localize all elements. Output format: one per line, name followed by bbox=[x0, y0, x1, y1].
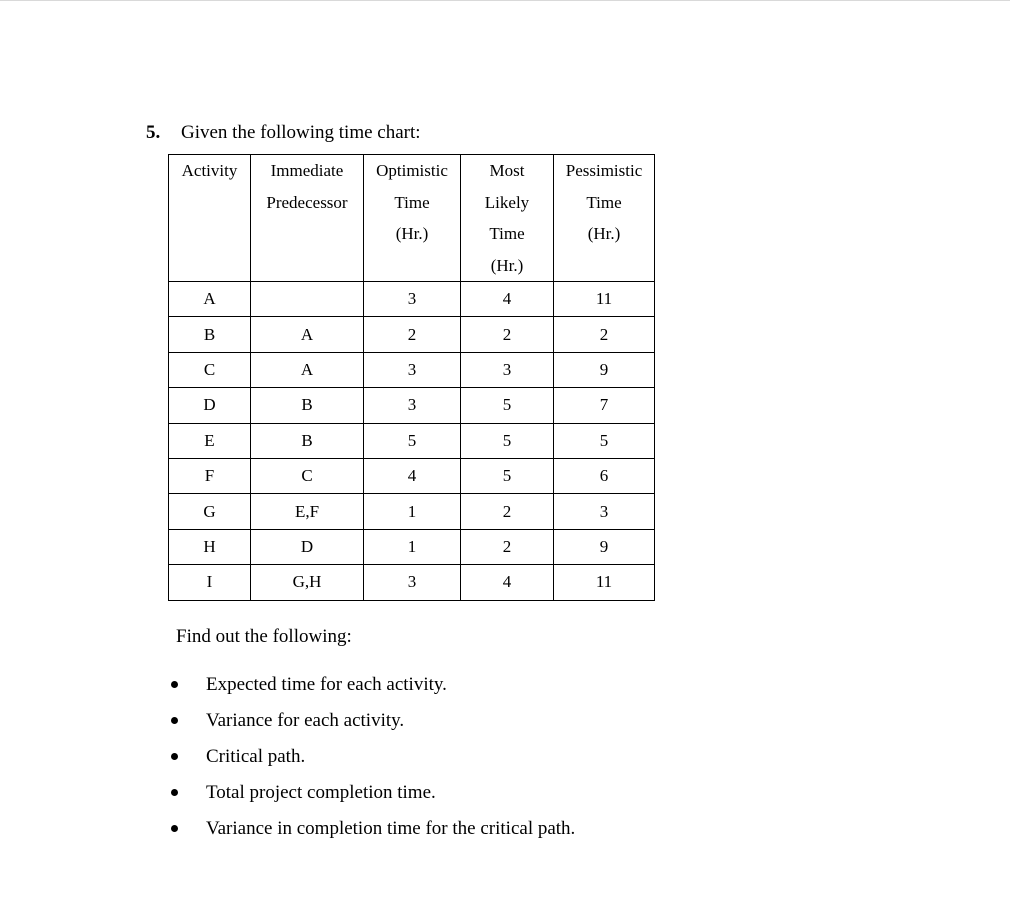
cell-activity: E bbox=[169, 423, 251, 458]
cell-predecessor: B bbox=[251, 423, 364, 458]
header-line: Time bbox=[586, 192, 622, 212]
cell-activity: A bbox=[169, 282, 251, 317]
task-list bbox=[168, 672, 575, 852]
cell-optimistic: 3 bbox=[364, 565, 461, 600]
header-line: (Hr.) bbox=[395, 224, 429, 243]
cell-optimistic: 4 bbox=[364, 458, 461, 493]
cell-optimistic: 1 bbox=[364, 494, 461, 529]
cell-pessimistic: 7 bbox=[554, 388, 655, 423]
cell-optimistic: 3 bbox=[364, 352, 461, 387]
cell-pessimistic: 9 bbox=[554, 529, 655, 564]
cell-activity: H bbox=[169, 529, 251, 564]
header-line: Time bbox=[394, 192, 430, 212]
header-immediate-predecessor bbox=[251, 155, 364, 282]
header-line: Immediate bbox=[270, 161, 344, 180]
header-row bbox=[169, 155, 655, 282]
find-intro: Find out the following: bbox=[176, 626, 352, 647]
cell-predecessor: G,H bbox=[251, 565, 364, 600]
cell-most-likely: 2 bbox=[461, 529, 554, 564]
cell-predecessor: A bbox=[251, 317, 364, 352]
cell-predecessor: C bbox=[251, 458, 364, 493]
header-line: Predecessor bbox=[266, 192, 348, 212]
header-line: Pessimistic bbox=[565, 161, 643, 180]
cell-optimistic: 5 bbox=[364, 423, 461, 458]
header-most-likely-time bbox=[461, 155, 554, 282]
header-line: Most bbox=[489, 161, 525, 180]
list-item bbox=[168, 672, 575, 708]
table-row bbox=[169, 352, 655, 387]
cell-pessimistic: 2 bbox=[554, 317, 655, 352]
header-activity bbox=[169, 155, 251, 282]
bullet-icon bbox=[171, 681, 178, 688]
cell-optimistic: 2 bbox=[364, 317, 461, 352]
bullet-icon bbox=[171, 825, 178, 832]
header-optimistic-time bbox=[364, 155, 461, 282]
cell-predecessor bbox=[251, 282, 364, 317]
cell-activity: C bbox=[169, 352, 251, 387]
header-line: (Hr.) bbox=[490, 255, 524, 275]
cell-most-likely: 2 bbox=[461, 494, 554, 529]
header-line: Activity bbox=[181, 161, 238, 180]
cell-most-likely: 5 bbox=[461, 423, 554, 458]
cell-most-likely: 4 bbox=[461, 565, 554, 600]
bullet-icon bbox=[171, 753, 178, 760]
bullet-icon bbox=[171, 717, 178, 724]
cell-predecessor: A bbox=[251, 352, 364, 387]
cell-pessimistic: 3 bbox=[554, 494, 655, 529]
cell-predecessor: D bbox=[251, 529, 364, 564]
cell-most-likely: 5 bbox=[461, 458, 554, 493]
header-line: Optimistic bbox=[376, 161, 448, 180]
cell-activity: B bbox=[169, 317, 251, 352]
header-line: (Hr.) bbox=[587, 224, 621, 243]
cell-activity: F bbox=[169, 458, 251, 493]
list-item bbox=[168, 744, 575, 780]
cell-activity: I bbox=[169, 565, 251, 600]
cell-optimistic: 3 bbox=[364, 388, 461, 423]
cell-pessimistic: 6 bbox=[554, 458, 655, 493]
header-line: Likely bbox=[484, 192, 530, 212]
time-chart-table bbox=[168, 154, 655, 601]
cell-optimistic: 1 bbox=[364, 529, 461, 564]
cell-pessimistic: 9 bbox=[554, 352, 655, 387]
list-item bbox=[168, 816, 575, 852]
cell-optimistic: 3 bbox=[364, 282, 461, 317]
cell-most-likely: 3 bbox=[461, 352, 554, 387]
question-line bbox=[146, 121, 421, 145]
bullet-icon bbox=[171, 789, 178, 796]
cell-activity: G bbox=[169, 494, 251, 529]
table-row bbox=[169, 423, 655, 458]
task-text: Total project completion time. bbox=[206, 782, 436, 803]
task-text: Variance in completion time for the critical path. bbox=[206, 818, 576, 839]
cell-activity: D bbox=[169, 388, 251, 423]
cell-most-likely: 4 bbox=[461, 282, 554, 317]
question-prompt: Given the following time chart: bbox=[181, 122, 421, 143]
cell-pessimistic: 5 bbox=[554, 423, 655, 458]
table-row bbox=[169, 494, 655, 529]
header-line: Time bbox=[489, 224, 525, 243]
cell-pessimistic: 11 bbox=[554, 565, 655, 600]
cell-most-likely: 5 bbox=[461, 388, 554, 423]
list-item bbox=[168, 708, 575, 744]
list-item bbox=[168, 780, 575, 816]
task-text: Critical path. bbox=[206, 746, 306, 767]
table-row bbox=[169, 529, 655, 564]
cell-predecessor: B bbox=[251, 388, 364, 423]
task-text: Variance for each activity. bbox=[206, 710, 405, 731]
table-row bbox=[169, 317, 655, 352]
cell-most-likely: 2 bbox=[461, 317, 554, 352]
header-pessimistic-time bbox=[554, 155, 655, 282]
table-row bbox=[169, 458, 655, 493]
table-row bbox=[169, 282, 655, 317]
table-row bbox=[169, 565, 655, 600]
page-top-rule bbox=[0, 0, 1010, 1]
question-number: 5. bbox=[146, 122, 161, 143]
table-row bbox=[169, 388, 655, 423]
cell-pessimistic: 11 bbox=[554, 282, 655, 317]
cell-predecessor: E,F bbox=[251, 494, 364, 529]
task-text: Expected time for each activity. bbox=[206, 674, 447, 695]
